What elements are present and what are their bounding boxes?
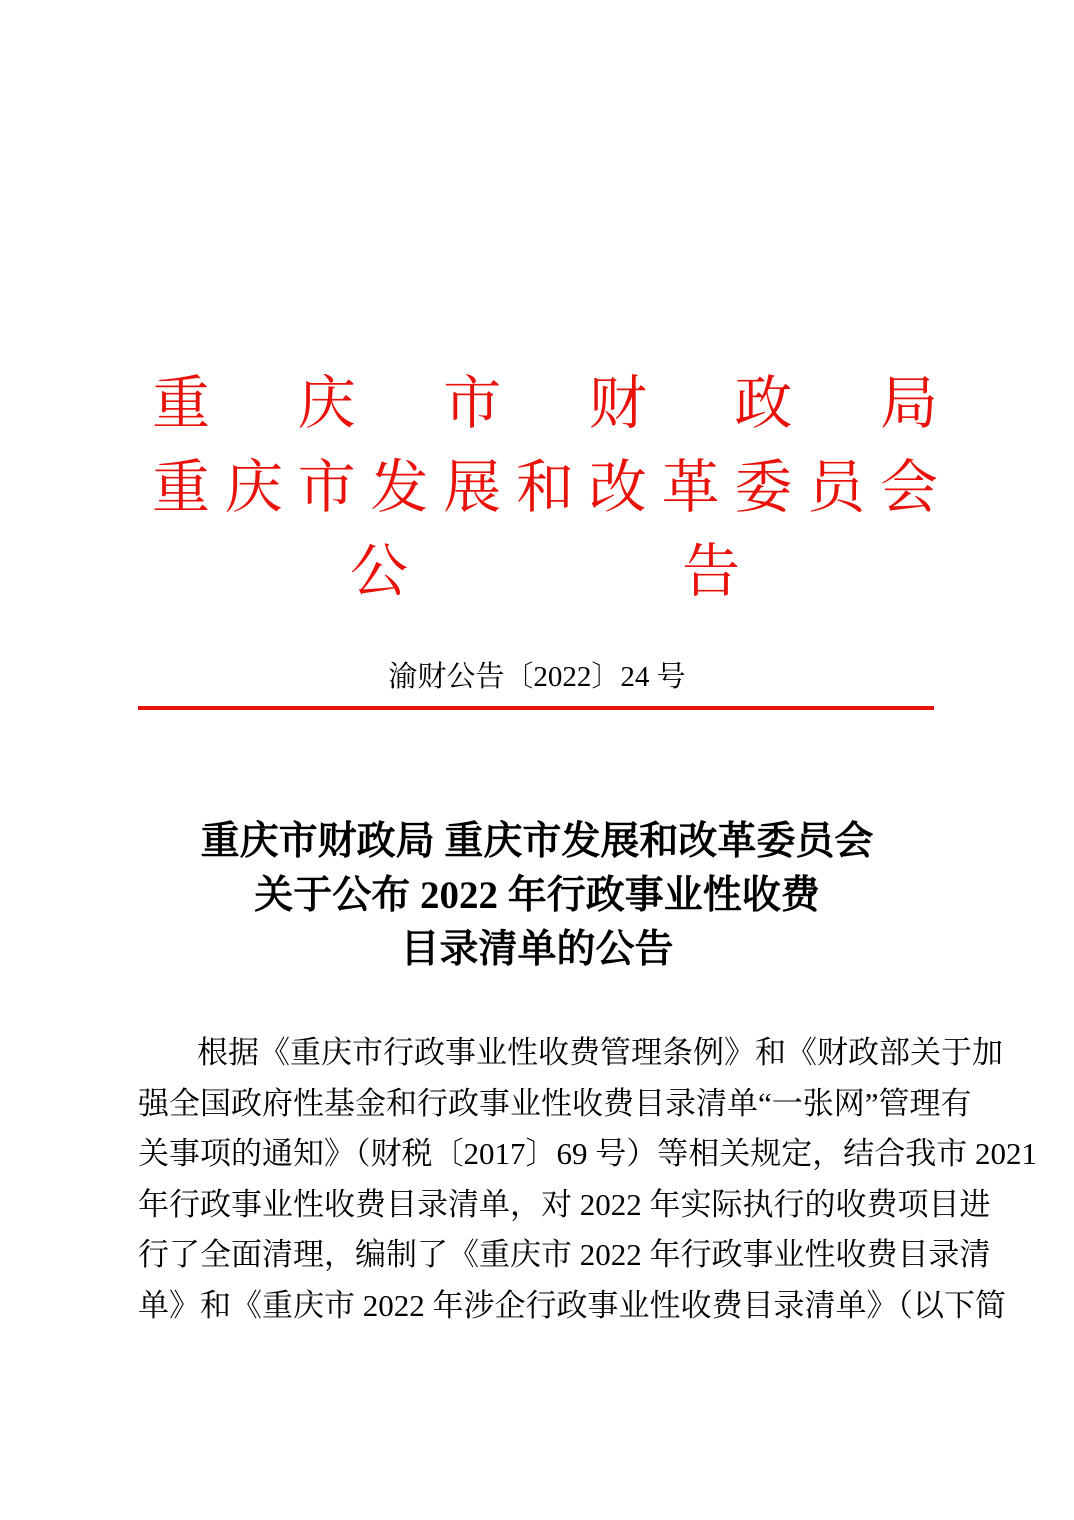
- letterhead-character: 告: [681, 539, 740, 604]
- document-number: 渝财公告〔2022〕24 号: [388, 661, 686, 693]
- document-body-paragraph: [138, 1028, 1037, 1331]
- letterhead-character: 委: [734, 455, 793, 520]
- letterhead-character: 重: [152, 371, 211, 436]
- red-letterhead: [152, 362, 938, 614]
- letterhead-character: 财: [588, 371, 647, 436]
- letterhead-character: 市: [297, 455, 356, 520]
- body-text-line: 根据《重庆市行政事业性收费管理条例》和《财政部关于加: [197, 1035, 1003, 1070]
- letterhead-character: 员: [807, 455, 866, 520]
- document-title: [0, 815, 1074, 977]
- letterhead-agency-finance-bureau: [152, 362, 938, 446]
- letterhead-character: 革: [661, 455, 720, 520]
- body-text-line: 强全国政府性基金和行政事业性收费目录清单“一张网”管理有: [138, 1085, 972, 1121]
- letterhead-character: 改: [588, 455, 647, 520]
- letterhead-character: 局: [879, 371, 938, 436]
- document-title-line-3: 目录清单的公告: [400, 928, 674, 971]
- body-text-line: 单》和《重庆市 2022 年涉企行政事业性收费目录清单》（以下简: [138, 1287, 1006, 1323]
- body-text-line: 行了全面清理，编制了《重庆市 2022 年行政事业性收费目录清: [138, 1237, 991, 1272]
- letterhead-character: 庆: [224, 455, 283, 520]
- letterhead-character: 政: [734, 371, 793, 436]
- letterhead-character: 展: [443, 455, 502, 520]
- body-text-line: 关事项的通知》（财税〔2017〕69 号）等相关规定，结合我市 2021: [138, 1136, 1037, 1171]
- letterhead-character: 和: [515, 455, 574, 520]
- letterhead-announcement-word: [350, 530, 740, 614]
- letterhead-character: 会: [879, 455, 938, 520]
- document-title-line-1: 重庆市财政局 重庆市发展和改革委员会: [200, 820, 874, 863]
- letterhead-character: 公: [350, 539, 409, 604]
- red-divider-rule: [138, 706, 934, 710]
- letterhead-character: 庆: [297, 371, 356, 436]
- letterhead-agency-development-reform-commission: [152, 446, 938, 530]
- letterhead-character: 发: [370, 455, 429, 520]
- letterhead-character: 重: [152, 455, 211, 520]
- document-title-line-2: 关于公布 2022 年行政事业性收费: [254, 874, 820, 917]
- body-text-line: 年行政事业性收费目录清单，对 2022 年实际执行的收费项目进: [138, 1186, 991, 1222]
- letterhead-character: 市: [443, 371, 502, 436]
